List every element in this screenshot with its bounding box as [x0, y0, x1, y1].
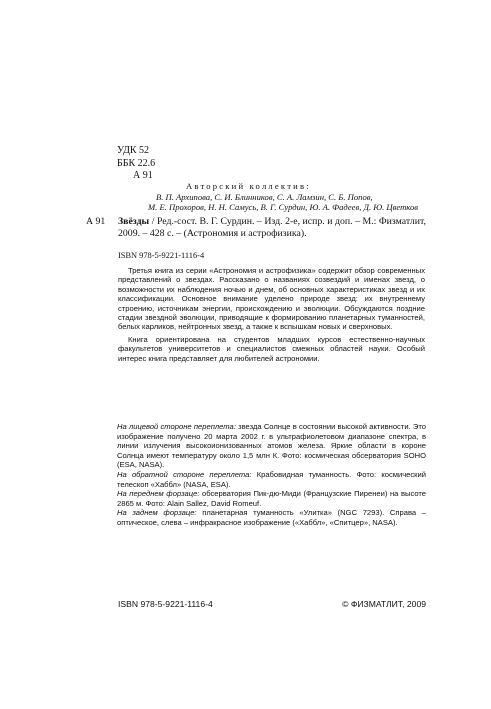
annotation-paragraph-2: Книга ориентирована на студентов младших курсов естественно-научных факультетов университетов и специалистов смежных областей науки. Особый интерес книга представляет для любителей астрономии. — [118, 334, 425, 363]
cover-credit-back: На обратной стороне переплета: Крабовидная туманность. Фото: космический телескоп «Хаббл» (NASA, ESA). — [117, 469, 426, 489]
author-collective — [148, 181, 418, 213]
bbk-code: ББК 22.6 — [117, 157, 156, 169]
classification-codes — [117, 145, 155, 183]
isbn-top: ISBN 978-5-9221-1116-4 — [118, 251, 205, 260]
cover-credit-front-endpaper: На переднем форзаце: обсерватория Пик-дю-Миди (Французские Пиренеи) на высоте 2865 м. Фото: Alain Sallez, David Romeuf. — [117, 489, 426, 508]
copyright: © ФИЗМАТЛИТ, 2009 — [342, 599, 426, 609]
annotation — [118, 266, 425, 363]
book-title: Звёзды — [118, 216, 150, 227]
authors-heading: Авторский коллектив: — [186, 181, 311, 191]
cover-credit-front: На лицевой стороне переплета: звезда Солнце в состоянии высокой активности. Это изображение получено 20 марта 2002 г. в ультрафиолетовом диапазоне спектра, в линии излучения высокоионизованных атомов железа. Яркие области в короне Солнца имеют температуру около 1,5 млн К. Фото: космическая обсерватория SOHO (ESA, NASA). — [117, 422, 427, 470]
bibliographic-reference — [86, 216, 426, 240]
authors-line-1: В. П. Архипова, С. И. Блинников, С. А. Ламзин, С. Б. Попов, — [156, 191, 373, 202]
cover-credit-back-endpaper: На заднем форзаце: планетарная туманность «Улитка» (NGC 7293). Справа – оптическое, слева – инфракрасное изображение («Хаббл», «Спитцер», NASA). — [117, 508, 426, 527]
reference-code: А 91 — [86, 216, 106, 227]
isbn-bottom: ISBN 978-5-9221-1116-4 — [118, 599, 213, 609]
authors-line-2: М. Е. Прохоров, Н. Н. Самусь, В. Г. Сурдин, Ю. А. Фадеев, Д. Ю. Цветков — [148, 202, 418, 213]
annotation-paragraph-1: Третья книга из серии «Астрономия и астрофизика» содержит обзор современных представлений о звездах. Рассказано о названиях созвездий и именах звезд, о возможности их наблюдения ночью и днем, об основных характеристиках звезд и их классификации. Основное внимание уделено природе звезд: их внутреннему строению, источникам энергии, происхождению и эволюции. Обсуждаются поздние стадии звездной эволюции, приводящие к формированию планетарных туманностей, белых карликов, нейтронных звезд, а также к вспышкам новых и сверхновых. — [118, 266, 425, 332]
reference-details: / Ред.-сост. В. Г. Сурдин. – Изд. 2-е, испр. и доп. – М.: Физматлит, 2009. – 428 с. – (Астрономия и астрофизика). — [118, 216, 426, 239]
udk-code: УДК 52 — [117, 145, 150, 156]
cover-credits — [117, 422, 426, 528]
reference-body — [118, 216, 426, 240]
author-mark: А 91 — [133, 170, 153, 181]
